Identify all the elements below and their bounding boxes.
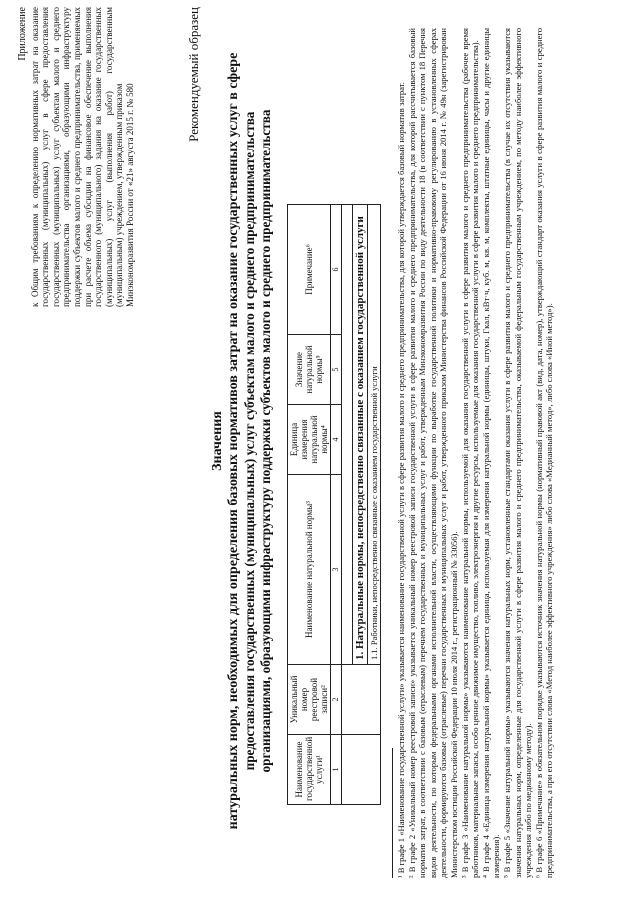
column-number: 5	[331, 335, 342, 405]
recommended-sample-label: Рекомендуемый образец	[186, 7, 201, 142]
appendix-text: к Общим требованиям к определению нормативных затрат на оказание государственных (муниципальных) услуг в сфере предоставления государственных (муниципальных) услуг субъектам малого и среднего предпринимательства организациями, образующими инфраструктуру поддержки субъектов малого и среднего предпринимательства, применяемых при расчете объема субсидии на финансовое обеспечение выполнения государственного (муниципального) задания на оказание государственных (муниципальных) услуг (выполнения работ) государственным (муниципальным) учреждением, утвержденным приказом	[29, 7, 125, 307]
footnote: ⁶ В графе 6 «Примечание» в обязательном порядке указываются источник значения натуральной нормы (нормативный правовой акт (вид, дата, номер), утверждающий стандарт оказания услуги в сфере развития малого и среднего предпринимательства, а при его отсутствии слова «Метод наиболее эффективного учреждения» либо слова «Медианный метод», либо слова «Иной метод»).	[533, 28, 555, 878]
table-cell	[342, 665, 381, 735]
table-cell	[342, 735, 381, 805]
title-line-4: организациями, образующими инфраструктуру поддержки субъектов малого и среднего предпринимательства	[257, 109, 273, 773]
title-line-3: предоставления государственных (муниципальных) услуг субъектам малого и среднего предпринимательства	[242, 111, 257, 771]
title-line-1: Значения	[210, 411, 225, 471]
column-number: 6	[331, 205, 342, 335]
header-norm-name: Наименование натуральной нормы³	[288, 475, 331, 665]
header-norm-value: Значение натуральной нормы⁵	[288, 335, 331, 405]
column-number: 2	[331, 665, 342, 735]
appendix-block	[18, 7, 136, 307]
footnotes	[396, 28, 555, 878]
header-registry-number: Уникальный номер реестровой записи²	[288, 665, 331, 735]
footnote: ¹ В графе 1 «Наименование государственной услуги» указывается наименование государственной услуги в сфере развития малого и среднего предпринимательства, для которой утверждается базовый норматив затрат.	[396, 82, 406, 878]
header-unit: Единица измерения натуральной нормы⁴	[288, 405, 331, 475]
table-row	[342, 205, 353, 805]
footnote-divider	[392, 748, 393, 878]
table-cell	[342, 205, 353, 665]
footnote: ⁵ В графе 5 «Значение натуральной нормы» указываются значения натуральных норм, установленные стандартами оказания услуги в сфере развития малого и среднего предпринимательства (в случае их отсутствия указываются значения натуральных норм, определенные для государственной услуги в сфере развития малого и среднего предпринимательства, оказываемой федеральным государственным учреждением, по методу наиболее эффективного учреждения либо по медианному методу).	[501, 28, 534, 878]
footnote: ⁴ В графе 4 «Единица измерения натуральной нормы» указывается единица, используемая для измерения натуральной нормы (единицы, штуки, Гкал, кВт·ч, куб. м, кв. м, комплекты, штатные единицы, часы и другие единицы измерения).	[480, 28, 502, 878]
appendix-signature: Минэкономразвития России от «21» августа 2015 г. № 580	[124, 83, 135, 307]
column-number: 1	[331, 735, 342, 805]
column-number-row	[331, 205, 342, 805]
natural-norms-table	[287, 204, 381, 805]
table-header-row	[288, 205, 331, 805]
header-service-name: Наименование государственной услуги¹	[288, 735, 331, 805]
appendix-heading: Приложение	[17, 7, 28, 61]
column-number: 4	[331, 405, 342, 475]
footnote: ² В графе 2 «Уникальный номер реестровой записи» указывается уникальный номер реестровой записи государственной услуги в сфере развития малого и среднего предпринимательства, для которой рассчитывается базовый норматив затрат, в соответствии с базовым (отраслевым) перечнем государственных и муниципальных услуг и работ, утвержденным Минэкономразвития России по виду деятельности 18 (в соответствии с пунктом 18 Перечня видов деятельности, по которым федеральными органами исполнительной власти, осуществляющими функции по выработке государственной политики и нормативно-правовому регулированию в установленных сферах деятельности, формируются базовые (отраслевые) перечни государственных и муниципальных услуг и работ, утвержденного приказом Министерства финансов Российской Федерации от 16 июня 2014 г. № 49н (зарегистрирован Министерством юстиции Российской Федерации 10 июля 2014 г., регистрационный № 33056).	[406, 28, 459, 878]
section-title: 1. Натуральные нормы, непосредственно связанные с оказанием государственной услуги	[353, 205, 368, 665]
header-note: Примечание⁶	[288, 205, 331, 335]
footnote: ³ В графе 3 «Наименование натуральной нормы» указываются наименование натуральной нормы, используемой для оказания государственной услуги в сфере развития малого и среднего предпринимательства (рабочее время работников, материальные запасы, особо ценное движимое имущество, топливо, электроэнергия и другие ресурсы, используемые для оказания государственной услуги в сфере развития малого и среднего предпринимательства).	[459, 28, 481, 878]
column-number: 3	[331, 475, 342, 665]
title-line-2: натуральных норм, необходимых для определения базовых нормативов затрат на оказание государственных услуг в сфере	[226, 52, 241, 830]
subsection-title: 1.1. Работники, непосредственно связанные с оказанием государственной услуги	[368, 205, 381, 665]
document-title	[210, 1, 273, 881]
